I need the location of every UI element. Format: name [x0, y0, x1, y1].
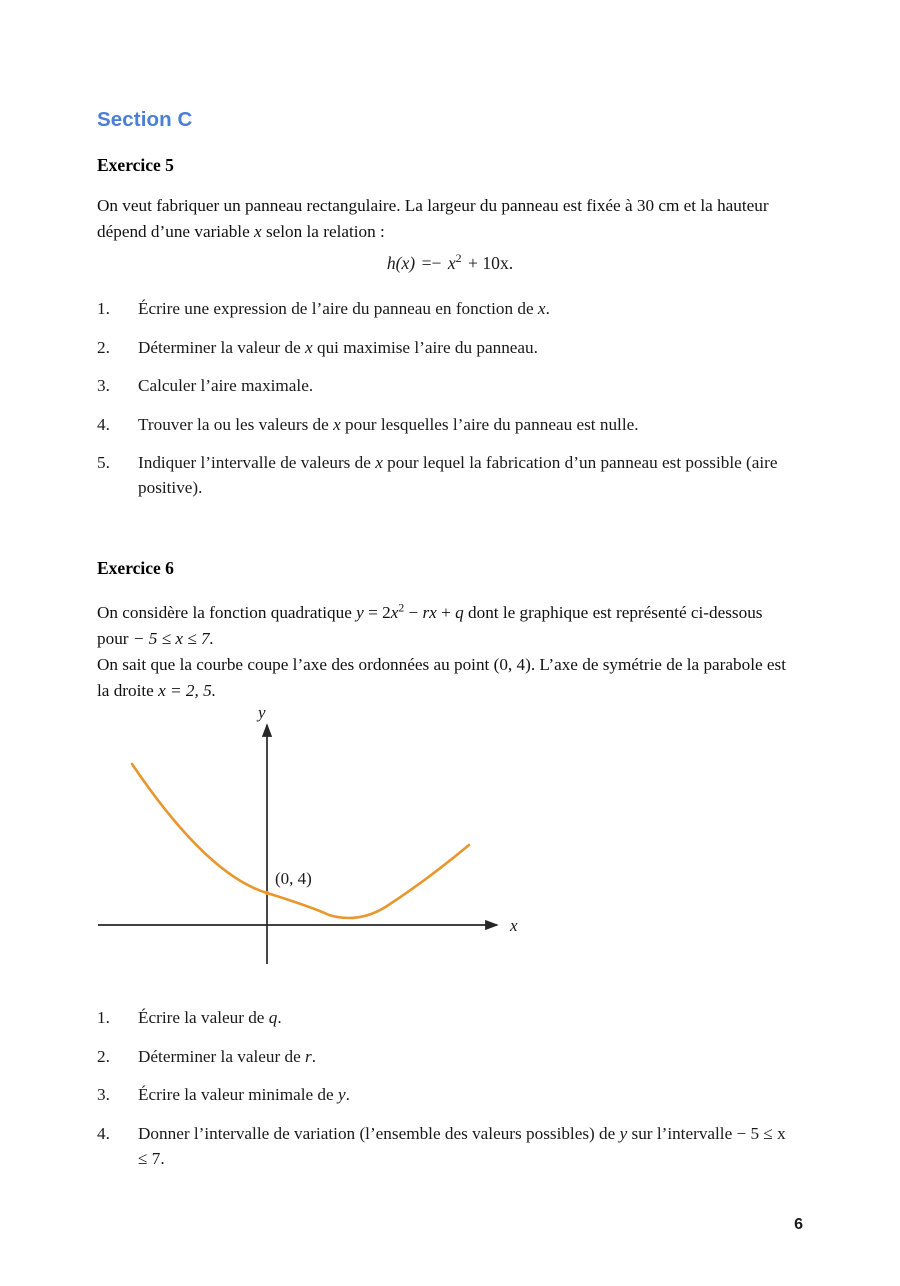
list-item-number: 5.: [97, 453, 110, 472]
list-item-text-after: .: [311, 1046, 317, 1066]
list-item-text-after: .: [345, 1085, 350, 1104]
y-axis-label: y: [258, 703, 266, 722]
exercice-6-heading: Exercice 6: [97, 558, 174, 578]
exercice-5-intro-variable: x: [254, 222, 262, 241]
formula-equals: =−: [421, 253, 442, 273]
list-item-number: 4.: [97, 1123, 110, 1143]
equation-minus: −: [404, 603, 423, 622]
equation-plus: +: [436, 603, 456, 622]
exercice-5-intro: [97, 193, 797, 245]
list-item-number: 1.: [97, 1008, 110, 1027]
formula-exponent: 2: [455, 251, 462, 266]
list-item-number: 3.: [97, 376, 110, 395]
list-item-text-before: Calculer l’aire maximale.: [138, 376, 314, 395]
equation-r: r: [422, 603, 430, 622]
list-item: [97, 1121, 797, 1171]
list-item-number: 2.: [97, 1046, 110, 1066]
list-item-text: [138, 335, 797, 360]
parabola-curve: [132, 764, 469, 918]
list-item-text-before: Trouver la ou les valeurs de: [138, 414, 334, 434]
exercice-5-heading: Exercice 5: [97, 155, 174, 175]
list-item-text-before: Écrire la valeur de: [138, 1008, 269, 1027]
list-item: [97, 1082, 797, 1107]
equation-y: y: [356, 603, 364, 622]
formula-lhs: h(x): [386, 253, 416, 273]
list-item: [97, 335, 797, 360]
section-heading: Section C: [97, 108, 193, 131]
exercice-6-question-list: [97, 1005, 797, 1184]
list-item-text-after: sur l’intervalle − 5 ≤ x ≤ 7.: [138, 1123, 786, 1168]
exercice-5-intro-part1: On veut fabriquer un panneau rectangulaire. La largeur du panneau est fixée à 30 cm et la hauteur dépend d’une variable: [97, 196, 769, 241]
list-item-text-before: Déterminer la valeur de: [138, 1046, 306, 1066]
list-item-number: 2.: [97, 337, 110, 357]
list-item-text-after: qui maximise l’aire du panneau.: [312, 337, 538, 357]
x-axis-label: x: [510, 916, 518, 935]
formula-rest: + 10x.: [468, 253, 514, 273]
list-item: [97, 296, 797, 321]
list-item-text-before: Écrire une expression de l’aire du panneau en fonction de: [138, 299, 538, 318]
list-item-number: 4.: [97, 414, 110, 434]
exercice-5-formula: [97, 253, 803, 274]
list-item-text-after: pour lesquelles l’aire du panneau est nulle.: [340, 414, 639, 434]
list-item-text: [138, 1005, 797, 1030]
point-label: (0, 4): [275, 869, 312, 888]
list-item-variable: r: [305, 1046, 312, 1066]
exercice-6-intro-mid: dont le graphique est représenté ci-dessous pour: [97, 603, 763, 648]
list-item-variable: x: [305, 337, 313, 357]
equation-x2: x: [429, 603, 437, 622]
equation-exponent: 2: [398, 601, 405, 615]
page-number: 6: [794, 1216, 803, 1233]
exercice-5-intro-part2: selon la relation :: [261, 222, 385, 241]
list-item-text-after: .: [277, 1008, 282, 1027]
exercice-6-axis-equation: x = 2, 5.: [158, 681, 216, 700]
y-intercept-point: [265, 891, 269, 895]
parabola-figure: [97, 700, 557, 985]
exercice-5-question-list: [97, 296, 797, 514]
exercice-6-range: − 5 ≤ x ≤ 7.: [132, 629, 214, 648]
list-item-text-after: pour lequel la fabrication d’un panneau est possible (aire positive).: [138, 453, 778, 497]
list-item-text: [138, 450, 797, 500]
list-item-text-before: Écrire la valeur minimale de: [138, 1085, 338, 1104]
list-item-text-before: Indiquer l’intervalle de valeurs de: [138, 453, 376, 472]
list-item-variable: x: [375, 453, 383, 472]
equation-x: x: [390, 603, 399, 622]
list-item-text: [138, 412, 797, 437]
list-item-text-after: .: [545, 299, 550, 318]
list-item-text: [138, 1044, 797, 1069]
exercice-6-intro: [97, 600, 797, 704]
list-item-text: [138, 1082, 797, 1107]
list-item-number: 3.: [97, 1085, 110, 1104]
list-item: [97, 1044, 797, 1069]
equation-q: q: [455, 603, 464, 622]
formula-base: x: [447, 253, 456, 273]
list-item-text-before: Déterminer la valeur de: [138, 337, 306, 357]
list-item-number: 1.: [97, 299, 110, 318]
exercice-6-intro-line2: On sait que la courbe coupe l’axe des ordonnées au point (0, 4). L’axe de symétrie de la parabole est la droite: [97, 655, 787, 700]
exercice-6-intro-lead: On considère la fonction quadratique: [97, 603, 357, 622]
list-item: [97, 373, 797, 398]
list-item-text: [138, 296, 797, 321]
list-item: [97, 412, 797, 437]
list-item-text: [138, 373, 797, 398]
list-item-variable: x: [537, 299, 546, 318]
list-item-text-before: Donner l’intervalle de variation (l’ensemble des valeurs possibles) de: [138, 1123, 620, 1143]
list-item-variable: y: [619, 1123, 628, 1143]
list-item-text: [138, 1121, 797, 1171]
list-item: [97, 450, 797, 500]
list-item-variable: q: [268, 1008, 278, 1027]
equation-coefficient: = 2: [363, 603, 391, 622]
list-item: [97, 1005, 797, 1030]
list-item-variable: x: [333, 414, 341, 434]
list-item-variable: y: [337, 1085, 346, 1104]
